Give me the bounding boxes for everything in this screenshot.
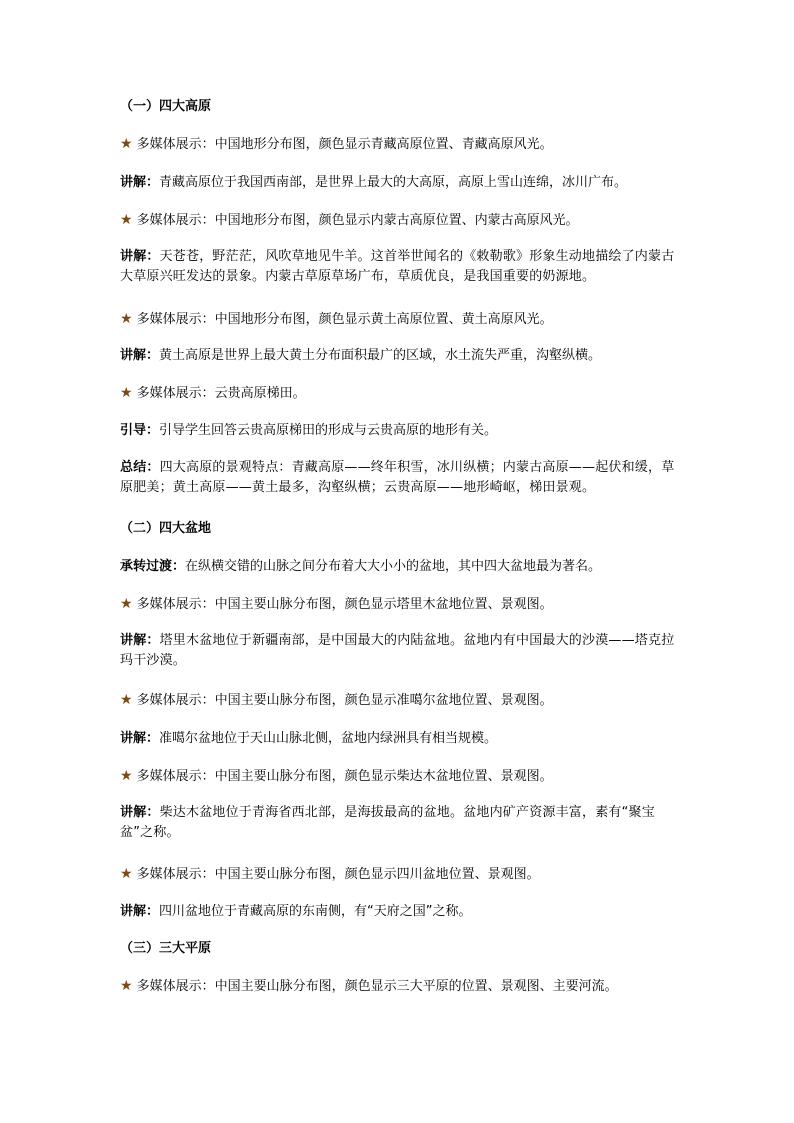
media-line	[120, 210, 680, 231]
explanation-text: 塔里木盆地位于新疆南部，是中国最大的内陆盆地。盆地内有中国最大的沙漠——塔克拉玛干沙漠。	[120, 633, 675, 668]
explanation-text: 四川盆地位于青藏高原的东南侧，有“天府之国”之称。	[159, 904, 472, 919]
transition-text: 在纵横交错的山脉之间分布着大大小小的盆地，其中四大盆地最为著名。	[185, 559, 602, 574]
explanation-label: 讲解：	[120, 904, 160, 919]
explanation-label: 讲解：	[120, 633, 160, 648]
section-heading-plains: （三）三大平原	[120, 941, 212, 956]
media-line	[120, 594, 680, 615]
explanation-line	[120, 346, 680, 366]
explanation-text: 青藏高原位于我国西南部，是世界上最大的大高原，高原上雪山连绵，冰川广布。	[159, 175, 628, 190]
explanation-line	[120, 729, 680, 749]
star-icon: ★	[120, 596, 133, 612]
media-line	[120, 309, 680, 330]
star-icon: ★	[120, 311, 133, 327]
explanation-text: 柴达木盆地位于青海省西北部，是海拔最高的盆地。盆地内矿产资源丰富，素有“聚宝盆”之称。	[120, 805, 655, 840]
media-text: 多媒体展示：中国主要山脉分布图，颜色显示四川盆地位置、景观图。	[136, 867, 540, 882]
explanation-line	[120, 902, 680, 922]
section-heading-basins: （二）四大盆地	[120, 521, 212, 536]
guidance-label: 引导：	[120, 423, 160, 438]
transition-label: 承转过渡：	[120, 559, 186, 574]
media-text: 多媒体展示：中国主要山脉分布图，颜色显示三大平原的位置、景观图、主要河流。	[136, 979, 618, 994]
explanation-line	[120, 803, 680, 843]
explanation-label: 讲解：	[120, 805, 160, 820]
media-text: 多媒体展示：中国地形分布图，颜色显示青藏高原位置、青藏高原风光。	[136, 137, 553, 152]
explanation-label: 讲解：	[120, 175, 160, 190]
explanation-text: 天苍苍，野茫茫，风吹草地见牛羊。这首举世闻名的《敕勒歌》形象生动地描绘了内蒙古大草原兴旺发达的景象。内蒙古草原草场广布，草质优良，是我国重要的奶源地。	[120, 249, 675, 284]
guidance-text: 引导学生回答云贵高原梯田的形成与云贵高原的地形有关。	[159, 423, 498, 438]
media-text: 多媒体展示：云贵高原梯田。	[136, 386, 306, 401]
explanation-line	[120, 173, 680, 193]
media-line	[120, 134, 680, 155]
summary-text: 四大高原的景观特点：青藏高原——终年积雪，冰川纵横；内蒙古高原——起伏和缓，草原肥美；黄土高原——黄土最多，沟壑纵横；云贵高原——地形崎岖，梯田景观。	[120, 460, 675, 495]
star-icon: ★	[120, 866, 133, 882]
explanation-line	[120, 631, 680, 671]
media-line	[120, 690, 680, 711]
media-line	[120, 976, 680, 997]
media-text: 多媒体展示：中国主要山脉分布图，颜色显示柴达木盆地位置、景观图。	[136, 769, 553, 784]
section-heading-plateaus: （一）四大高原	[120, 99, 212, 114]
star-icon: ★	[120, 385, 133, 401]
media-text: 多媒体展示：中国主要山脉分布图，颜色显示准噶尔盆地位置、景观图。	[136, 693, 553, 708]
explanation-label: 讲解：	[120, 249, 160, 264]
media-text: 多媒体展示：中国主要山脉分布图，颜色显示塔里木盆地位置、景观图。	[136, 597, 553, 612]
explanation-text: 黄土高原是世界上最大黄土分布面积最广的区域，水土流失严重，沟壑纵横。	[159, 348, 602, 363]
explanation-label: 讲解：	[120, 348, 160, 363]
summary-label: 总结：	[120, 460, 160, 475]
star-icon: ★	[120, 978, 133, 994]
media-text: 多媒体展示：中国地形分布图，颜色显示黄土高原位置、黄土高原风光。	[136, 312, 553, 327]
star-icon: ★	[120, 136, 133, 152]
media-line	[120, 766, 680, 787]
summary-line	[120, 458, 680, 498]
star-icon: ★	[120, 768, 133, 784]
media-line	[120, 864, 680, 885]
transition-line	[120, 557, 680, 577]
explanation-label: 讲解：	[120, 731, 160, 746]
explanation-line	[120, 247, 680, 287]
star-icon: ★	[120, 692, 133, 708]
star-icon: ★	[120, 212, 133, 228]
guidance-line	[120, 421, 680, 441]
media-text: 多媒体展示：中国地形分布图，颜色显示内蒙古高原位置、内蒙古高原风光。	[136, 213, 579, 228]
media-line	[120, 383, 680, 404]
explanation-text: 准噶尔盆地位于天山山脉北侧，盆地内绿洲具有相当规模。	[159, 731, 498, 746]
